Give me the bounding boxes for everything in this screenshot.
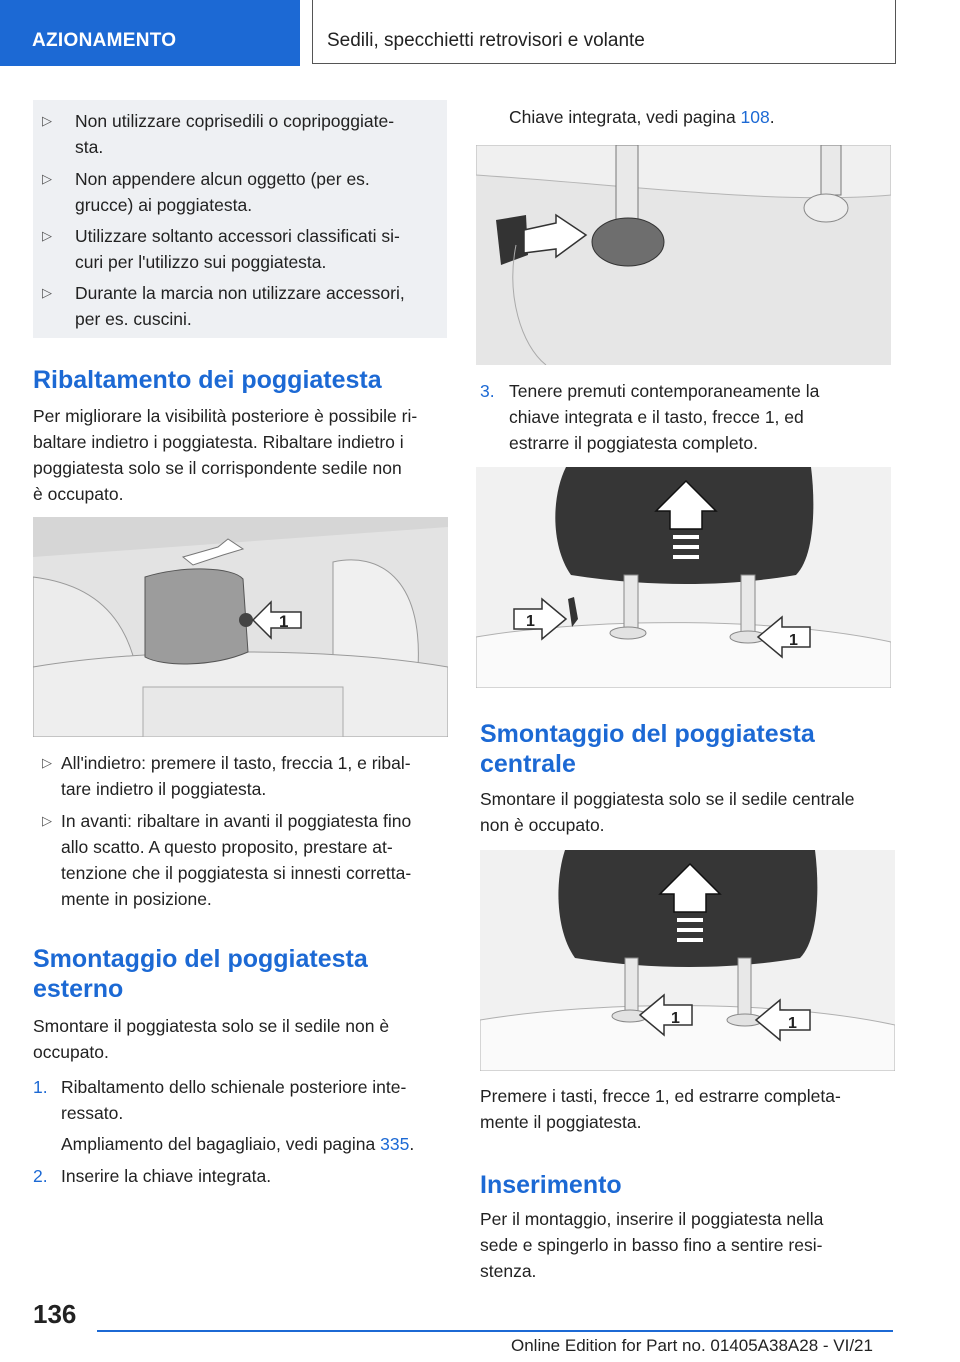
rear-seat-illustration (33, 517, 448, 737)
instruction-paragraph: Premere i tasti, frecce 1, ed estrarre completa- mente il poggiatesta. (480, 1086, 841, 1132)
page-number: 136 (33, 1299, 77, 1329)
section-tab: AZIONAMENTO (0, 0, 300, 66)
section-paragraph: Per migliorare la visibilità posteriore è possibile ri- baltare indietro i poggiatesta. Ribaltare indietro i poggiatesta solo se il corrispondente sedile non è occupato. (33, 406, 418, 504)
section-paragraph: Per il montaggio, inserire il poggiatesta nella sede e spingerlo in basso fino a sentire resi- stenza. (480, 1209, 824, 1281)
page-link[interactable]: 108 (740, 107, 770, 127)
triangle-bullet-icon: ▷ (42, 285, 52, 300)
svg-text:1: 1 (279, 612, 289, 631)
triangle-bullet-icon: ▷ (42, 813, 52, 828)
center-headrest-removal-illustration (480, 850, 895, 1071)
section-heading: Inserimento (480, 1171, 622, 1199)
footer-divider (97, 1330, 893, 1332)
outer-headrest-removal-illustration (476, 467, 891, 688)
svg-text:1: 1 (788, 1015, 797, 1032)
svg-text:1: 1 (671, 1010, 680, 1027)
section-paragraph: Smontare il poggiatesta solo se il sedile centrale non è occupato. (480, 789, 855, 835)
section-heading: Smontaggio del poggiatesta centrale (480, 720, 815, 778)
svg-text:1: 1 (789, 632, 798, 649)
section-paragraph: Smontare il poggiatesta solo se il sedile non è occupato. (33, 1016, 390, 1062)
step-1: 1. Ribaltamento dello schienale posteriore inte- ressato. Ampliamento del bagagliaio, vedi pagina 335. (33, 1077, 415, 1154)
triangle-bullet-icon: ▷ (42, 171, 52, 186)
edition-info: Online Edition for Part no. 01405A38A28 - VI/21 (511, 1336, 873, 1355)
triangle-bullet-icon: ▷ (42, 113, 52, 128)
integrated-key-illustration (476, 145, 891, 365)
step-2: 2. Inserire la chiave integrata. (33, 1166, 272, 1186)
section-heading: Smontaggio del poggiatesta esterno (33, 945, 368, 1003)
chapter-title: Sedili, specchietti retrovisori e volante (312, 0, 896, 64)
page-link[interactable]: 335 (380, 1134, 410, 1154)
triangle-bullet-icon: ▷ (42, 228, 52, 243)
svg-text:1: 1 (526, 613, 535, 630)
key-reference: Chiave integrata, vedi pagina 108. (509, 107, 775, 127)
section-heading: Ribaltamento dei poggiatesta (33, 366, 382, 394)
step-3: 3. Tenere premuti contemporaneamente la chiave integrata e il tasto, frecce 1, ed estrarre il poggiatesta completo. (480, 381, 820, 453)
triangle-bullet-icon: ▷ (42, 755, 52, 770)
